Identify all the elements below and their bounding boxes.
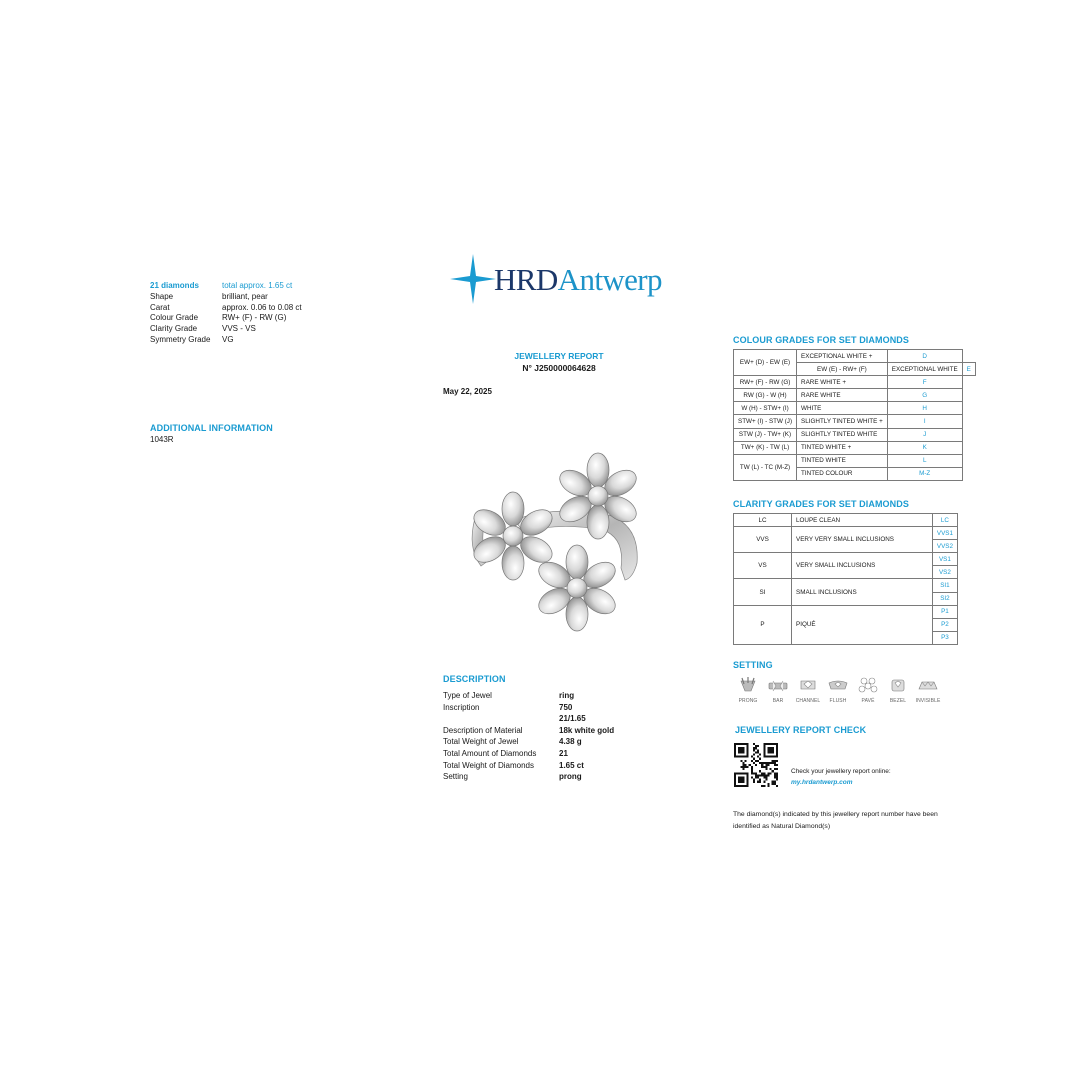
spec-label: Clarity Grade (150, 324, 198, 334)
description-value (559, 702, 586, 725)
clarity-abbr-cell: VS (734, 553, 792, 579)
spec-header-row (150, 281, 302, 292)
setting-option-prong (733, 675, 763, 704)
spec-value: approx. 0.06 to 0.08 ct (222, 302, 302, 312)
clarity-name-cell: VERY VERY SMALL INCLUSIONS (792, 527, 933, 553)
diamond-spec-block (150, 281, 302, 346)
clarity-grade-row (734, 579, 958, 592)
description-value-line: 750 (559, 702, 573, 712)
description-value (559, 760, 584, 772)
description-label: Total Amount of Diamonds (443, 748, 537, 758)
bezel-setting-icon (887, 675, 909, 695)
colour-grade-row (734, 350, 976, 363)
clarity-grade-row (734, 527, 958, 540)
colour-grade-name: SLIGHTLY TINTED WHITE + (797, 415, 888, 428)
colour-range-cell: RW+ (F) - RW (G) (734, 376, 797, 389)
setting-label: BAR (772, 698, 784, 704)
setting-label: PAVÉ (861, 698, 875, 704)
clarity-grade-row (734, 605, 958, 618)
description-value-line: 21/1.65 (559, 714, 586, 724)
setting-title: SETTING (733, 660, 773, 670)
description-row (443, 736, 614, 748)
additional-information-value: 1043R (150, 435, 174, 444)
report-check-text (791, 766, 891, 788)
colour-grade-code: D (887, 350, 962, 363)
clarity-code-cell: P1 (932, 605, 957, 618)
setting-option-pave (853, 675, 883, 704)
clarity-abbr-cell: VVS (734, 527, 792, 553)
colour-range-cell: RW (G) - W (H) (734, 389, 797, 402)
spec-label: Colour Grade (150, 313, 199, 323)
spec-value: RW+ (F) - RW (G) (222, 313, 287, 323)
description-label: Description of Material (443, 725, 523, 735)
colour-grade-row (734, 415, 976, 428)
colour-grade-row (734, 402, 976, 415)
prong-setting-icon (737, 675, 759, 695)
clarity-name-cell: SMALL INCLUSIONS (792, 579, 933, 605)
description-row (443, 771, 614, 783)
description-value-line: 1.65 ct (559, 760, 584, 770)
colour-grade-row (734, 441, 976, 454)
spec-label: Carat (150, 302, 170, 312)
spec-row (150, 292, 302, 303)
description-label: Setting (443, 772, 468, 782)
colour-grade-code: H (887, 402, 962, 415)
description-value-line: 4.38 g (559, 737, 582, 747)
additional-information (150, 423, 273, 445)
spec-row (150, 335, 302, 346)
colour-grade-name: TINTED WHITE (797, 454, 888, 467)
spec-value: VG (222, 334, 234, 344)
colour-grade-name: EXCEPTIONAL WHITE (887, 363, 962, 376)
clarity-grade-row (734, 553, 958, 566)
setting-icons-row (733, 675, 943, 704)
colour-grades-title: COLOUR GRADES FOR SET DIAMONDS (733, 335, 910, 345)
description-value (559, 748, 568, 760)
description-row (443, 702, 614, 725)
spec-row (150, 324, 302, 335)
setting-label: CHANNEL (795, 698, 821, 704)
colour-range-cell: TW+ (K) - TW (L) (734, 441, 797, 454)
colour-grade-name: RARE WHITE + (797, 376, 888, 389)
colour-grades-table (733, 349, 976, 481)
colour-grade-code: L (887, 454, 962, 467)
colour-grade-row (734, 376, 976, 389)
diamond-count: 21 diamonds (150, 281, 199, 290)
setting-label: INVISIBLE (915, 698, 941, 704)
spec-value: VVS - VS (222, 324, 256, 334)
colour-grade-row (734, 389, 976, 402)
clarity-code-cell: P3 (932, 631, 957, 644)
diamond-total-weight: total approx. 1.65 ct (222, 281, 293, 290)
description-value-line: prong (559, 772, 582, 782)
description-row (443, 760, 614, 772)
colour-grade-code: J (887, 428, 962, 441)
description-title: DESCRIPTION (443, 674, 506, 684)
description-row (443, 748, 614, 760)
description-label: Total Weight of Jewel (443, 737, 519, 747)
colour-range-cell: STW (J) - TW+ (K) (734, 428, 797, 441)
colour-grade-code: K (887, 441, 962, 454)
clarity-code-cell: SI2 (932, 592, 957, 605)
colour-grade-code: G (887, 389, 962, 402)
clarity-abbr-cell: SI (734, 579, 792, 605)
setting-option-bezel (883, 675, 913, 704)
clarity-code-cell: LC (932, 514, 957, 527)
description-label: Inscription (443, 702, 480, 712)
report-check-title: JEWELLERY REPORT CHECK (735, 725, 867, 735)
description-value-line: ring (559, 691, 575, 700)
description-label: Total Weight of Diamonds (443, 760, 535, 770)
description-value (559, 736, 582, 748)
description-label: Type of Jewel (443, 691, 492, 700)
logo-antwerp-text: Antwerp (557, 261, 662, 297)
setting-label: FLUSH (829, 698, 847, 704)
colour-grade-code: I (887, 415, 962, 428)
report-title: JEWELLERY REPORT (514, 351, 604, 361)
clarity-grades-table (733, 513, 958, 645)
clarity-code-cell: VS2 (932, 566, 957, 579)
report-check-url-link[interactable]: my.hrdantwerp.com (791, 779, 853, 786)
colour-grade-code: E (962, 363, 975, 376)
description-value (559, 771, 582, 783)
additional-information-title: ADDITIONAL INFORMATION (150, 423, 273, 433)
colour-grade-row (734, 428, 976, 441)
setting-option-channel (793, 675, 823, 704)
description-value (559, 725, 614, 737)
description-row (443, 725, 614, 737)
spec-value: brilliant, pear (222, 291, 268, 301)
colour-range-cell: EW+ (D) - EW (E) (734, 350, 797, 376)
clarity-abbr-cell: LC (734, 514, 792, 527)
setting-option-invisible (913, 675, 943, 704)
report-heading (443, 351, 675, 374)
setting-option-bar (763, 675, 793, 704)
ring-photo (455, 448, 655, 638)
colour-grade-name: EXCEPTIONAL WHITE + (797, 350, 888, 363)
setting-label: BEZEL (889, 698, 907, 704)
colour-range-cell: W (H) - STW+ (I) (734, 402, 797, 415)
flush-setting-icon (827, 675, 849, 695)
report-check-instruction: Check your jewellery report online: (791, 768, 891, 775)
description-value-line: 21 (559, 748, 568, 758)
colour-range-cell: EW (E) - RW+ (F) (797, 363, 888, 376)
clarity-name-cell: LOUPE CLEAN (792, 514, 933, 527)
colour-grade-code: F (887, 376, 962, 389)
description-table (443, 690, 614, 783)
colour-grade-name: TINTED WHITE + (797, 441, 888, 454)
colour-grade-name: SLIGHTLY TINTED WHITE (797, 428, 888, 441)
clarity-code-cell: VVS2 (932, 540, 957, 553)
report-number: N° J250000064628 (522, 362, 596, 373)
clarity-grade-row (734, 514, 958, 527)
logo-hrd-text: HRD (494, 261, 558, 297)
clarity-code-cell: P2 (932, 618, 957, 631)
pave-setting-icon (857, 675, 879, 695)
natural-diamond-disclaimer: The diamond(s) indicated by this jewellery report number have been identified as Natural Diamond(s) (733, 811, 938, 830)
clarity-code-cell: VVS1 (932, 527, 957, 540)
colour-range-cell: STW+ (I) - STW (J) (734, 415, 797, 428)
description-value (559, 690, 574, 702)
description-value-line: 18k white gold (559, 725, 615, 735)
report-date: May 22, 2025 (443, 387, 492, 396)
spec-label: Shape (150, 291, 174, 301)
channel-setting-icon (797, 675, 819, 695)
logo-wordmark (494, 261, 662, 297)
colour-grade-name: TINTED COLOUR (797, 467, 888, 480)
spec-label: Symmetry Grade (150, 334, 211, 344)
clarity-code-cell: SI1 (932, 579, 957, 592)
setting-label: PRONG (738, 698, 758, 704)
clarity-name-cell: PIQUÉ (792, 605, 933, 644)
four-point-star-icon (450, 254, 496, 304)
invisible-setting-icon (917, 675, 939, 695)
clarity-name-cell: VERY SMALL INCLUSIONS (792, 553, 933, 579)
description-row (443, 690, 614, 702)
colour-grade-code: M-Z (887, 467, 962, 480)
spec-row (150, 313, 302, 324)
colour-grade-name: RARE WHITE (797, 389, 888, 402)
bar-setting-icon (767, 675, 789, 695)
colour-range-cell: TW (L) - TC (M-Z) (734, 454, 797, 480)
clarity-grades-title: CLARITY GRADES FOR SET DIAMONDS (733, 499, 909, 509)
clarity-abbr-cell: P (734, 605, 792, 644)
qr-code-icon[interactable] (734, 743, 778, 787)
colour-grade-row (734, 454, 976, 467)
hrd-antwerp-logo (450, 254, 662, 304)
colour-grade-name: WHITE (797, 402, 888, 415)
clarity-code-cell: VS1 (932, 553, 957, 566)
spec-row (150, 303, 302, 314)
setting-option-flush (823, 675, 853, 704)
